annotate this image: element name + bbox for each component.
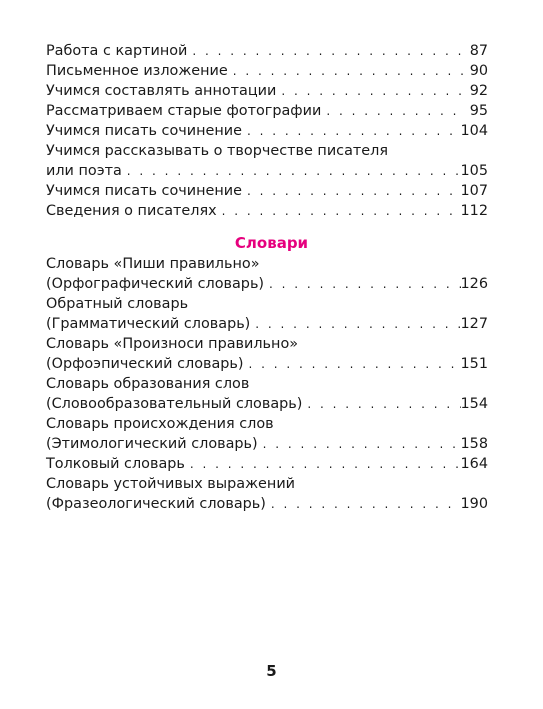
toc-entry-title: Словарь «Произноси правильно» [46,336,299,352]
toc-entry-title: Рассматриваем старые фотографии [46,103,322,119]
toc-entry [46,41,488,61]
toc-entry [46,294,488,314]
toc-entry-page: 158 [460,436,488,452]
toc-entry-page: 190 [460,496,488,512]
dot-leader [323,101,464,121]
toc-entry-title: (Словообразовательный словарь) [46,396,303,412]
toc-entry [46,141,488,161]
toc-entry-page: 92 [469,83,488,99]
toc-entry [46,454,488,474]
toc-entry-title: Работа с картиной [46,43,188,59]
dot-leader [244,181,461,201]
toc-entry-page: 104 [460,123,488,139]
toc-entry-title: (Фразеологический словарь) [46,496,266,512]
toc-entry-page: 154 [460,396,488,412]
dot-leader [244,121,461,141]
toc-entry-title: Толковый словарь [46,456,185,472]
toc-entry [46,81,488,101]
toc-entry-title: Письменное изложение [46,63,228,79]
toc-entry-title: Сведения о писателях [46,203,217,219]
dot-leader [252,314,460,334]
toc-entry-page: 126 [460,276,488,292]
toc-entry [46,181,488,201]
toc-entry [46,374,488,394]
dot-leader [260,434,461,454]
toc-list [46,41,488,221]
toc-entry-title: (Орфоэпический словарь) [46,356,244,372]
toc-entry [46,494,488,514]
toc-entry [46,334,488,354]
toc-entry-page: 112 [460,203,488,219]
dot-leader [189,41,464,61]
section-heading: Словари [234,234,309,252]
toc-entry-title: Обратный словарь [46,296,189,312]
toc-entry-title: (Этимологический словарь) [46,436,258,452]
dot-leader [187,454,461,474]
toc-entry-page: 151 [460,356,488,372]
toc-entry [46,254,488,274]
toc-entry-page: 164 [460,456,488,472]
dot-leader [278,81,464,101]
toc-entry [46,121,488,141]
toc-entry-page: 105 [460,163,488,179]
dot-leader [266,274,460,294]
toc-entry-title: Учимся составлять аннотации [46,83,277,99]
toc-entry-title: Словарь устойчивых выражений [46,476,296,492]
toc-entry-page: 95 [469,103,488,119]
toc-entry [46,434,488,454]
toc-entry-title: (Орфографический словарь) [46,276,265,292]
dictionaries-list [46,254,488,514]
dot-leader [230,61,464,81]
toc-entry-page: 127 [460,316,488,332]
toc-entry-title: Словарь происхождения слов [46,416,274,432]
toc-entry-page: 87 [469,43,488,59]
toc-entry-title: (Грамматический словарь) [46,316,251,332]
toc-entry [46,394,488,414]
page-number: 5 [266,662,277,680]
toc-entry [46,201,488,221]
toc-entry-title: Учимся рассказывать о творчестве писателя [46,143,388,159]
toc-entry-page: 107 [460,183,488,199]
toc-entry [46,274,488,294]
dot-leader [246,354,461,374]
toc-entry-title: Учимся писать сочинение [46,183,243,199]
toc-entry-title: Словарь образования слов [46,376,250,392]
toc-entry [46,101,488,121]
toc-entry [46,414,488,434]
toc-entry [46,354,488,374]
toc-entry [46,314,488,334]
dot-leader [304,394,460,414]
dot-leader [219,201,461,221]
toc-entry-page: 90 [469,63,488,79]
toc-entry [46,474,488,494]
toc-entry-title: Словарь «Пиши правильно» [46,256,260,272]
dot-leader [268,494,461,514]
toc-entry-title: или поэта [46,163,122,179]
toc-entry-title: Учимся писать сочинение [46,123,243,139]
toc-entry [46,161,488,181]
dot-leader [124,161,461,181]
toc-entry [46,61,488,81]
